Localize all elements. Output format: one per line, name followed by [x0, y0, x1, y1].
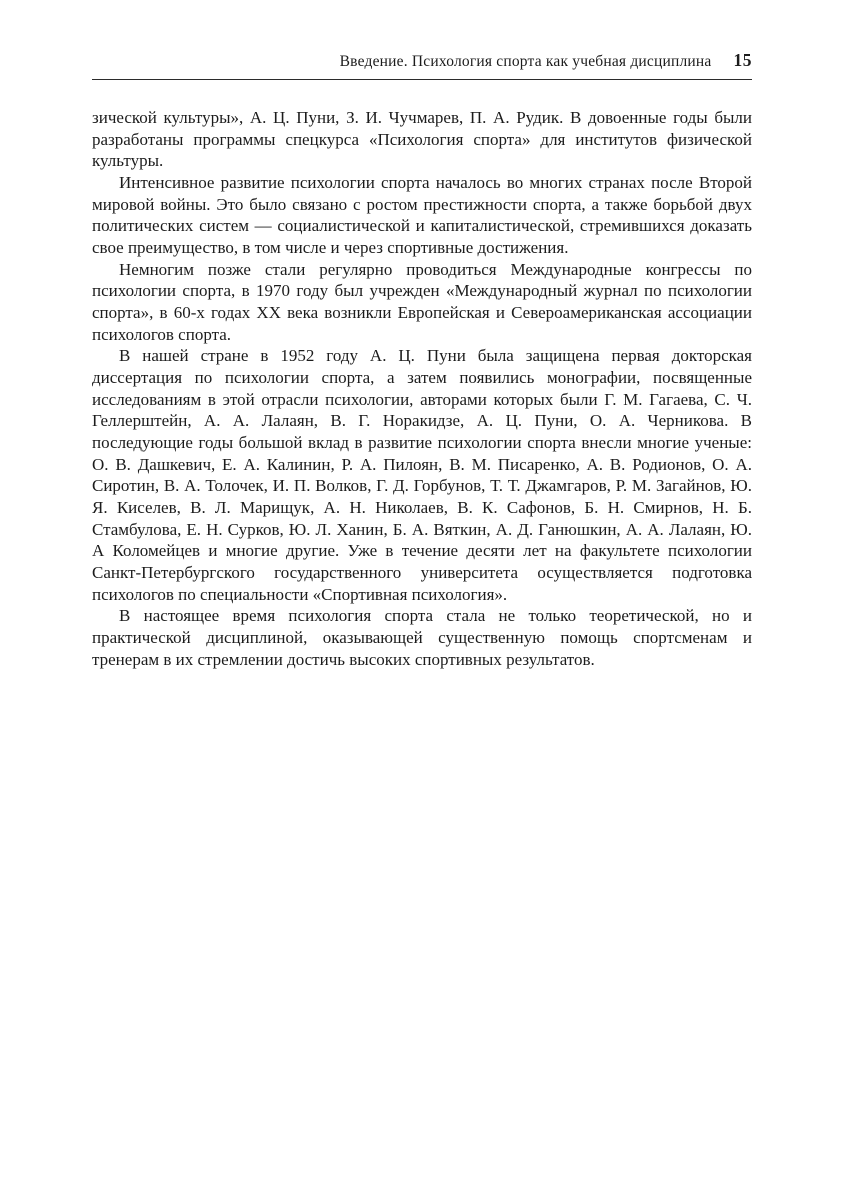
page-body	[92, 107, 752, 670]
running-title: Введение. Психология спорта как учебная дисциплина	[339, 53, 712, 70]
paragraph: В настоящее время психология спорта стала не только теоретической, но и практической дисциплиной, оказывающей существенную помощь спортсменам и тренерам в их стремлении достичь высоких спортивных результатов.	[92, 606, 752, 669]
paragraph: Немногим позже стали регулярно проводиться Международные конгрессы по психологии спорта, в 1970 году был учрежден «Международный журнал по психологии спорта», в 60-х годах XX века возникли Европейская и Североамериканская ассоциации психологов спорта.	[92, 259, 752, 344]
running-header	[92, 50, 752, 79]
header-rule	[92, 79, 752, 80]
paragraph: Интенсивное развитие психологии спорта началось во многих странах после Второй мировой войны. Это было связано с ростом престижности спорта, а также борьбой двух политических систем — социалистической и капиталистической, стремившихся доказать свое преимущество, в том числе и через спортивные достижения.	[92, 173, 752, 258]
paragraph: зической культуры», А. Ц. Пуни, З. И. Чучмарев, П. А. Рудик. В довоенные годы были разработаны программы спецкурса «Психология спорта» для институтов физической культуры.	[92, 108, 752, 171]
page-number: 15	[733, 50, 752, 70]
paragraph: В нашей стране в 1952 году А. Ц. Пуни была защищена первая докторская диссертация по психологии спорта, а затем появились монографии, посвященные исследованиям в этой отрасли психологии, авторами которых были Г. М. Гагаева, С. Ч. Геллерштейн, А. А. Лалаян, В. Г. Норакидзе, А. Ц. Пуни, О. А. Черникова. В последующие годы большой вклад в развитие психологии спорта внесли многие ученые: О. В. Дашкевич, Е. А. Калинин, Р. А. Пилоян, В. М. Писаренко, А. В. Родионов, О. А. Сиротин, В. А. Толочек, И. П. Волков, Г. Д. Горбунов, Т. Т. Джамгаров, Р. М. Загайнов, Ю. Я. Киселев, В. Л. Марищук, А. Н. Николаев, В. К. Сафонов, Б. Н. Смирнов, Н. Б. Стамбулова, Е. Н. Сурков, Ю. Л. Ханин, Б. А. Вяткин, А. Д. Ганюшкин, А. А. Лалаян, Ю. А Коломейцев и многие другие. Уже в течение десяти лет на факультете психологии Санкт-Петербургского государственного университета осуществляется подготовка психологов по специальности «Спортивная психология».	[92, 346, 752, 604]
